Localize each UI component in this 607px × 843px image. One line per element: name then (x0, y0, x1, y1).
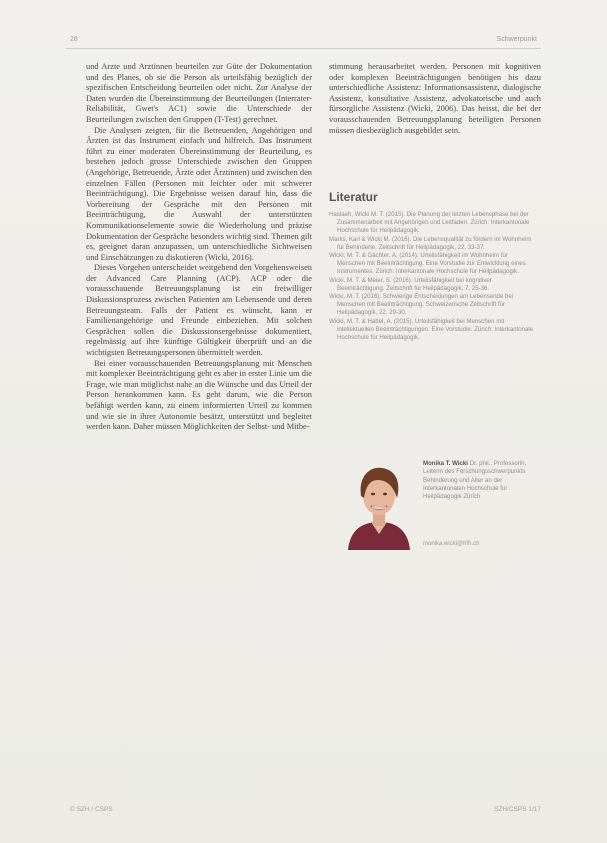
author-bio (423, 460, 541, 501)
paragraph: und Arzte und Arztinnen beurteilen zur Güte der Dokumentation und des Planes, ob sie die Person als urteilsfähig bezüglich der spezifischen Entscheidung beurteilen oder nicht. Zur Analyse der Daten wurden die Übereinstimmung der Beurteilungen (Interrater-Reliabilität, Gwet's AC1) sowie die Unterschiede der Beurteilungen zwischen den Gruppen (T-Test) gerechnet. (86, 62, 312, 124)
header-rule (66, 48, 541, 49)
paragraph: Dieses Vorgehen unterscheidet weitgehend den Vorgehensweisen der Advanced Care Planning (ACP). ACP oder die vorausschauende Betreuungsplanung ist ein freiwilliger Diskussionsprozess zwischen Patienten am Lebensende und deren Betreuungsteam. Falls der Patient es wünscht, kann er Familienangehörige und Freunde einbeziehen. Mit solchen Gesprächen sollen die Diskussionsergebnisse dokumentiert, regelmässig auf ihre künftige Gültigkeit überprüft und an die wichtigsten Betreuungspersonen übermittelt werden. (86, 263, 312, 358)
reference-item: Marks, Karl & Wicki M. (2016). Die Lebensqualität zu fördern im Wohnheim für Behinderte. Zeitschrift für Heilpädagogik, 22, 33-37. (329, 235, 532, 251)
author-portrait (344, 456, 414, 550)
reference-item: Wicki, M. T. & Meier, S. (2016). Urteilsfähigkeit bei kognitiver Beeinträchtigung. Zeitschrift für Heilpädagogik, 7, 25-36. (329, 276, 492, 292)
author-email[interactable]: monika.wicki@hfh.ch (423, 541, 480, 547)
paragraph: Bei einer vorausschauenden Betreuungsplanung mit Menschen mit komplexer Beeinträchtigung geht es aber in erster Linie um die Frage, wie man möglichst nahe an die Wünsche und das Urteil der Person herankommen kann. Es geht darum, wie die Person befähigt werden kann, zu einem informierten Urteil zu kommen und wie sie in ihrer Autonomie besätzt, unterstützt und begleitet werden kann. Daher müssen Möglichkeiten der Selbst- und Mitbe- (86, 358, 312, 432)
author-name: Monika T. Wicki (423, 460, 468, 467)
paragraph: stimmung herausarbeitet werden. Personen mit kognitiven oder komplexen Beeinträchtigungen benötigen bis dazu unterschiedliche Assistenz: Informationsassistenz, dialogische Assistenz, konsultative Assistenz, advokatorische und auch fürsorgliche Assistenz (Wicki, 2006). Das heisst, die bei der vorausschauenden Betreuungsplanung beteiligten Personen müssen diesbezüglich ausgebildet sein. (329, 62, 541, 135)
left-text-column (86, 62, 312, 433)
reference-item: Haslaeh, Wicki M. T. (2015). Die Planung der letzten Lebensphase bei der Zusammenarbeit mit Angehörigen und Leitfaden. Zürich: Interkantonale Hochschule für Heilpädagogik. (329, 211, 530, 235)
reference-list (329, 211, 537, 342)
literature-heading: Literatur (329, 190, 378, 204)
page-number: 28 (70, 36, 78, 43)
right-text-column (329, 62, 541, 136)
reference-item: Wicki, M. T. (2016). Schwierige Entscheidungen am Lebensende bei Menschen mit Beeinträchtigung. Schweizerische Zeitschrift für Heilpädagogik, 22, 29-30. (329, 293, 514, 317)
paragraph: Die Analysen zeigten, für die Betreuenden, Angehörigen und Ärzten ist das Instrument einfach und hilfreich. Das Instrument führt zu einer moderaten Übereinstimmung der Beurteilung, es bestehen jedoch grosse Unterschiede zwischen den Gruppen (Angehörige, Betreuende, Ärzte oder Ärztinnen) und zwischen den einzelnen Fällen (Personen mit leichter oder mit schwerer Beeinträchtigung). Die Ergebnisse weisen darauf hin, dass die Vorbereitung der Gespräche mit den Personen mit Beeinträchtigung, die Auswahl der unterstützten Kommunikationselemente sowie die Wiederholung und präzise Dokumentation der Gespräche besonders wichtig sind. Themen gilt es, geeignet daran anzupassen, um unterschiedliche Sichtweisen und Einschätzungen zu diskutieren (Wicki, 2016). (86, 125, 312, 262)
reference-item: Wicki, M. T. & Hattel, A. (2015). Urteilsfähigkeit bei Menschen mit intellektuellen Beeinträchtigungen. Eine Vorstudie. Zürich: Interkantonale Hochschule für Heilpädagogik. (329, 317, 534, 341)
author-description: Dr. phil., Professorin, Leiterin des Forschungsschwerpunkts Behinderung und Alter an der Interkantonalen Hochschule für Heilpädagogik Zürich (423, 460, 527, 501)
reference-item: Wicki, M. T. & Gächter, A. (2014). Urteilsfähigkeit im Wohnheim für Menschen mit Beeinträchtigung. Eine Vorstudie zur Entwicklung eines Instrumentes. Zürich: Interkantonale Hochschule für Heilpädagogik. (329, 252, 526, 276)
section-label: Schwerpunkt (496, 36, 537, 43)
footer-issue: SZH/CSPS 1/17 (494, 806, 541, 813)
author-photo-icon (344, 456, 414, 550)
footer-copyright: © SZH / CSPS (70, 806, 113, 813)
